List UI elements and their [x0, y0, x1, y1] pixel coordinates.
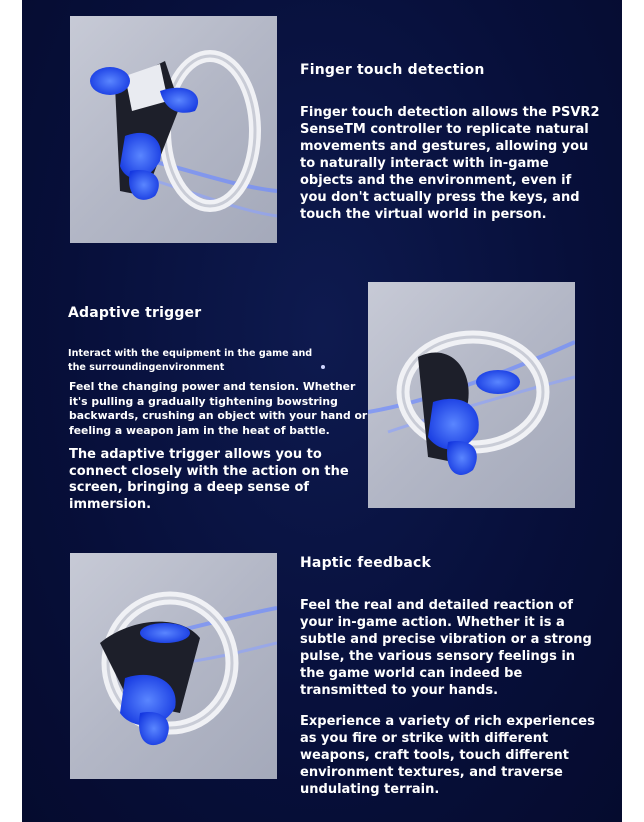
haptic-feedback-title: Haptic feedback — [300, 555, 432, 571]
adaptive-trigger-controller-image — [368, 282, 575, 508]
controller-illustration — [70, 16, 277, 243]
adaptive-trigger-title: Adaptive trigger — [68, 305, 202, 321]
haptic-feedback-body-1: Feel the real and detailed reaction of your in-game action. Whether it is a subtle and precise vibration or a strong pulse, the various sensory feelings in the game world can indeed be transmitted to your hands. — [300, 598, 592, 698]
product-feature-page — [22, 0, 622, 822]
adaptive-trigger-subtitle: Interact with the equipment in the game and the surroundingenvironment — [68, 348, 313, 373]
adaptive-trigger-body-2: The adaptive trigger allows you to connect closely with the action on the screen, bringing a deep sense of immersion. — [69, 447, 349, 512]
finger-touch-title: Finger touch detection — [300, 62, 485, 78]
controller-illustration — [368, 282, 575, 508]
controller-illustration — [70, 553, 277, 779]
finger-touch-controller-image — [70, 16, 277, 243]
haptic-feedback-controller-image — [70, 553, 277, 779]
decorative-dot — [321, 365, 325, 369]
finger-touch-body: Finger touch detection allows the PSVR2 SenseTM controller to replicate natural movements and gestures, allowing you to naturally interact with in-game objects and the environment, even if you don't actually press the keys, and touch the virtual world in person. — [300, 105, 600, 222]
haptic-feedback-body-2: Experience a variety of rich experiences as you fire or strike with different weapons, craft tools, touch different environment textures, and traverse undulating terrain. — [300, 714, 595, 797]
adaptive-trigger-body-1: Feel the changing power and tension. Whether it's pulling a gradually tightening bowstring backwards, crushing an object with your hand or feeling a weapon jam in the heat of battle. — [69, 380, 368, 437]
